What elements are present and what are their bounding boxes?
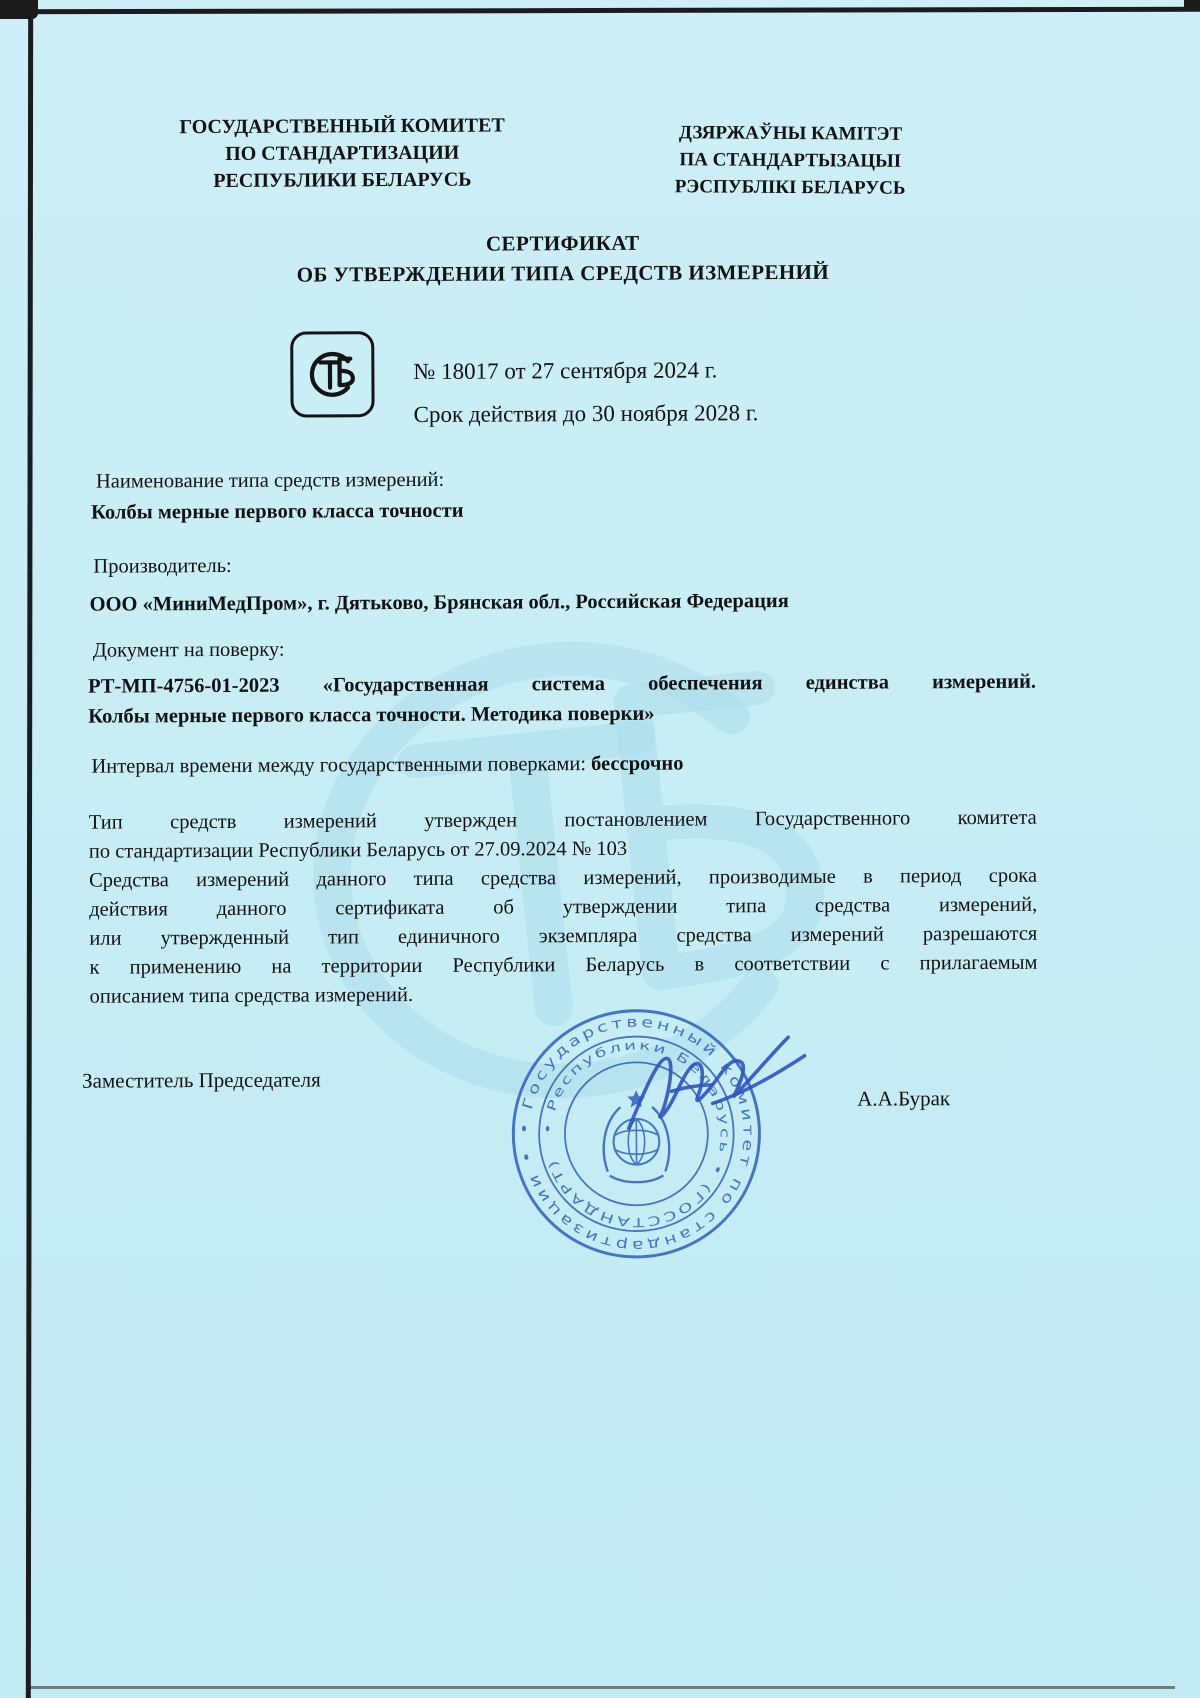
field-verification-doc-label: Документ на поверку: <box>92 638 285 662</box>
paragraph-line: описанием типа средства измерений. <box>89 983 414 1008</box>
signer-name: А.А.Бурак <box>857 1086 951 1111</box>
header-line: РЭСПУБЛІКІ БЕЛАРУСЬ <box>674 176 906 199</box>
header-line: ПО СТАНДАРТИЗАЦИИ <box>225 141 460 165</box>
paragraph-line: действия данного сертификата об утверждении типа средства измерений, <box>89 893 1038 921</box>
header-line: ПА СТАНДАРТЫЗАЦЫІ <box>679 149 902 172</box>
doc-value-line: РТ-МП-4756-01-2023 «Государственная система обеспечения единства измерений. <box>87 670 1037 698</box>
interval-label: Интервал времени между государственными поверками: <box>91 753 592 778</box>
certificate-number: № 18017 от 27 сентября 2024 г. <box>413 357 718 384</box>
paragraph-line: к применению на территории Республики Беларусь в соответствии с прилагаемым <box>89 951 1038 979</box>
usage-paragraph <box>89 862 1038 1012</box>
paragraph-line: по стандартизации Республики Беларусь от 27.09.2024 № 103 <box>88 837 628 863</box>
field-verification-doc-value <box>88 667 1036 732</box>
certificate-validity: Срок действия до 30 ноября 2028 г. <box>413 400 759 427</box>
header-line: РЕСПУБЛИКИ БЕЛАРУСЬ <box>213 168 472 193</box>
seal-inner-text: • Республики Беларусь • (ГОССТАНДАРТ) <box>539 1037 733 1231</box>
certificate-details <box>413 348 758 436</box>
signer-position-title: Заместитель Председателя <box>82 1067 321 1093</box>
paragraph-line: или утвержденный тип единичного экземпляра средства измерений разрешаются <box>89 922 1038 950</box>
field-manufacturer-label: Производитель: <box>93 554 232 578</box>
title-line-2: ОБ УТВЕРЖДЕНИИ ТИПА СРЕДСТВ ИЗМЕРЕНИЙ <box>296 259 830 287</box>
handwritten-signature-icon <box>614 1027 820 1146</box>
header-russian <box>167 112 517 195</box>
field-interval <box>91 753 683 779</box>
approval-paragraph <box>89 804 1037 867</box>
seal-outer-text: • Государственный комитет по стандартизации • <box>516 1014 756 1254</box>
header-belarusian <box>649 119 932 202</box>
field-name-label: Наименование типа средств измерений: <box>95 468 445 493</box>
stb-logo-icon <box>290 331 374 417</box>
interval-value: бессрочно <box>591 752 684 776</box>
field-manufacturer-value: ООО «МиниМедПром», г. Дятьково, Брянская обл., Российская Федерация <box>89 590 789 616</box>
paragraph-line: Средства измерений данного типа средства измерений, производимые в период срока <box>88 864 1038 892</box>
field-name-value: Колбы мерные первого класса точности <box>91 499 464 524</box>
title-line-1: СЕРТИФИКАТ <box>485 230 640 256</box>
document-title <box>123 226 1003 291</box>
paragraph-line: Тип средств измерений утвержден постановлением Государственного комитета <box>88 806 1037 834</box>
header-line: ДЗЯРЖАЎНЫ КАМІТЭТ <box>678 122 903 145</box>
doc-value-line: Колбы мерные первого класса точности. Методика поверки» <box>88 702 655 728</box>
header-line: ГОСУДАРСТВЕННЫЙ КОМИТЕТ <box>179 114 505 139</box>
